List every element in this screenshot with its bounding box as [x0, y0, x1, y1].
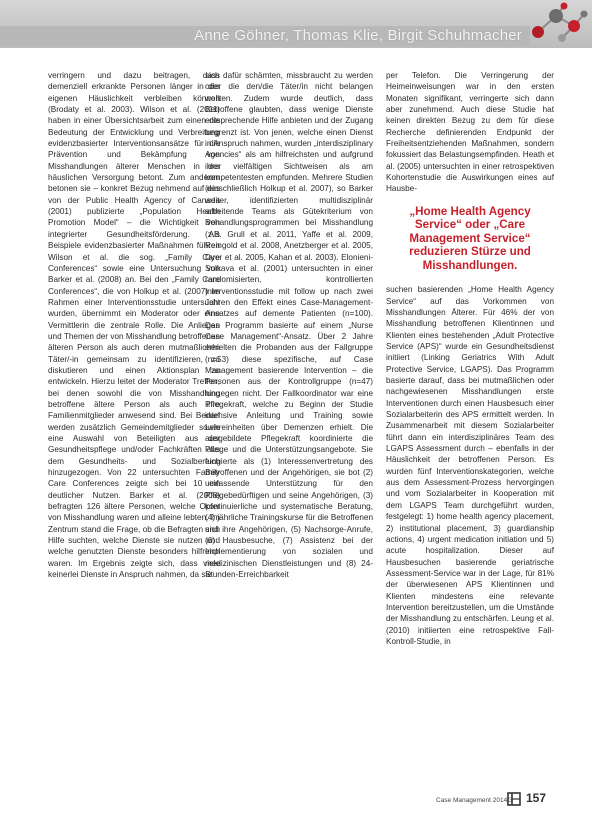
footer-journal-name: Case Management 2014/3 — [436, 797, 513, 804]
column-3-text-top: per Telefon. Die Verringerung der Heimeinweisungen war in den ersten Monaten signifikant, verringerte sich dann aber zunehmend. Auch diese Studie hat keinen direkten Bezug zu dem für diese Recherche definierenden Endpunkt der Freiheitsentziehenden Maßnahmen, sondern fokussiert das Belastungsempfinden. Heath et al. (2005) untersuchten in einer retrospektiven Kohortenstudie die Auswirkungen eines auf Hausbe- — [386, 71, 554, 194]
column-1-text: verringern und dazu beitragen, dass demenziell erkrankte Personen länger in der eigenen Häuslichkeit verbleiben können (Brodaty et al. 2003). Wilson et al. (2011) haben in einer Übersichtsarbeit zum einen die Bedeutung der Entwicklung und Verbreitung evidenzbasierter Interventionsansätze für die Prävention und Bekämpfung von Misshandlungen älterer Menschen in der häuslichen Versorgung betont. Zum anderen betonen sie – konkret Bezug nehmend auf das von der Public Health Agency of Canada (2001) publizierte „Population Health Promotion Model“ – die Wichtigkeit von integrierter Gesundheitsförderung. Als Beispiele evidenzbasierter Maßnahmen führen Wilson et al. die sog. „Family Care Conferences“ sowie eine Untersuchung von Barker et al. (2008) an. Bei den „Family Care Conferences“, die von Holkup et al. (2007) im Rahmen einer Interventionsstudie untersucht wurden, übernimmt ein Moderator oder eine Vermittlerin die zentrale Rolle. Die Anliegen und Themen der von Misshandlung betroffenen älteren Person als auch deren mutmaßlichen Täter/-in gemeinsam zu identifizieren, zu diskutieren und einen Aktionsplan zu entwickeln. Hierzu leitet der Moderator Treffen, bei denen sowohl die von Misshandlung betroffene ältere Person als auch ihre Familienmitglieder anwesend sind. Bei Bedarf werden zusätzlich Gemeindemitglieder sowie eine Auswahl von Beteiligten aus der Gesundheitspflege und/oder Fachkräften aus dem Gesundheits- und Sozialbereich hinzugezogen. Von 22 untersuchten Family Care Conferences zeigte sich bei 10 ein deutlicher Nutzen. Barker et al. (2008) befragten 126 ältere Personen, welche Opfer von Misshandlung waren und alleine lebten. Im Zentrum stand die Frage, ob die Befragten sich Hilfe suchten, welche Dienste sie nutzen und welche genutzten Dienste besonders hilfreich waren. Im Ergebnis zeigte sich, dass viele keinerlei Dienste in Anspruch nahmen, da sie — [48, 71, 220, 580]
molecule-network-icon — [528, 2, 588, 46]
pull-quote: „Home Health Agency Service“ oder „Care Management Service“ reduzieren Stürze und Misshandlungen. — [409, 204, 531, 272]
page-number: 157 — [526, 791, 547, 805]
book-bracket-icon — [507, 792, 521, 806]
column-2-text: sich dafür schämten, missbraucht zu werden oder die den/die Täter/in nicht belangen wollten. Zudem wurde deutlich, dass Betroffene glaubten, dass wenige Dienste entsprechende Hilfe anbieten und der Zugang begrenzt ist. Von jenen, welche einen Dienst in Anspruch nahmen, wurden „interdisziplinary Agencies“ als am hilfreichsten und aufgrund ihrer vielfältigen Sichtweisen als am kompetentesten empfunden. Mehrere Studien (einschließlich Holkup et al. 2007), so Barker weiter, identifizierten multidisziplinär arbeitende Teams als Gütekriterium von Behandlungsprogrammen bei Misshandlung (z.B. Grull et al. 2011, Yaffe et al. 2009, Reingold et al. 2008, Anetzberger et al. 2005, Dyer et al. 2005, Kahan et al. 2003). Elonieni-Sulkava et al. (2001) untersuchten in einer randomisierten, kontrollierten Interventionsstudie mit follow up nach zwei Jahren den Effekt eines Case-Management-Ansatzes auf demente Patienten (n=100). Das Programm basierte auf einem „Nurse Case Management“-Ansatz. Über 2 Jahre erhielten die Probanden aus der Fallgruppe (n=53) diese spezifische, auf Case Management basierende Intervention – die Personen aus der Kontrollgruppe (n=47) hingegen nicht. Der Fallkoordinator war eine Pflegekraft, welche zu Beginn der Studie intensive Anleitung und Training sowie Lehreinheiten über Demenzen erhielt. Die ausgebildete Pflegekraft koordinierte die Pflege und die Unterstützungsangebote. Sie fungierte als (1) Interessenvertretung des Betroffenen und der Angehörigen, sie bot (2) umfassende Unterstützung für den Pflegebedürftigen und seine Angehörigen, (3) kontinuierliche und systematische Beratung, (4) jährliche Trainingskurse für die Betroffenen und ihre Angehörigen, (5) Nachsorge-Anrufe, (6) Hausbesuche, (7) Assistenz bei der Implementierung von sozialen und medizinischen Dienstleistungen und (8) 24-Stunden-Erreichbarkeit — [205, 71, 373, 580]
column-3-text-bottom: suchen basierenden „Home Health Agency Service“ auf das Vorkommen von Misshandlungen Älterer. Für 46% der von Misshandlung betroffenen Klientinnen und Klienten eines bestehenden „Adult Protective Service (APS)“ wurde ein Gesundheitsdienst initiiert (Linking Geriatrics With Adult Protective Service, LGAPS). Das Programm basierte darauf, dass bei mutmaßlichen oder nachgewiesenen Misshandlungen erste Interventionen durch einen Hausbesuch einer Sozialarbeiterin des APS ermittelt werden. In Zusammenarbeit mit diesem Sozialarbeiter führt dann ein interdisziplinäres Team des LGAPS Assessment durch – ebenfalls in der Häuslichkeit der betroffenen Person. Es wurden fünf Interventionskategorien, welche aus dem Assessment-Prozess hervorgingen und vom Sozialarbeiter in Kooperation mit dem LGAPS Team durchgeführt wurden, festgelegt: 1) home health agency placement, 2) institutional placement, 3) guardianship actions, 4) urgent medication initiation und 5) acute hospitalization. Dieser auf Hausbesuchen basierende geriatrische Assessment-Service war in der Lage, für 81% der überwiesenen APS Klientinnen und Klienten mindestens eine relevante Intervention bereitzustellen, um die Umstände der Misshandlung zu entschärfen. Leung et al. (2010) initiierten eine retrospektive Fall-Kontroll-Studie, in — [386, 285, 554, 646]
text-column-2 — [205, 70, 373, 580]
text-column-3 — [386, 70, 554, 647]
header-authors: Anne Göhner, Thomas Klie, Birgit Schuhmacher — [194, 27, 522, 44]
text-column-1 — [48, 70, 220, 580]
